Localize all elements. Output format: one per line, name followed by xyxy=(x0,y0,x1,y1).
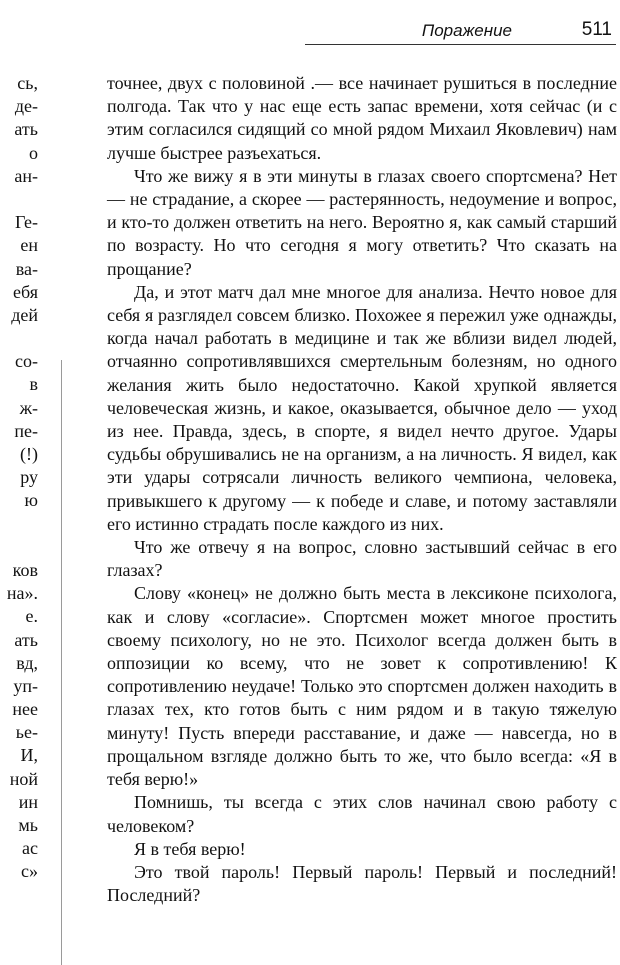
running-header xyxy=(305,18,616,45)
edge-fragment: е. xyxy=(25,606,38,627)
edge-fragment xyxy=(0,513,38,536)
edge-fragment: (!) xyxy=(20,444,38,464)
edge-fragment xyxy=(0,536,38,559)
edge-fragment: ин xyxy=(18,791,38,812)
paragraph: Что же вижу я в эти минуты в глазах своего спортсмена? Нет — не страдание, а скорее — растерянность, недоумение и вопрос, и кто-то должен ответить на него. Вероятно я, как самый старший по возрасту. Но что сегодня я могу ответить? Что сказать на прощание? xyxy=(107,165,617,279)
main-text-column xyxy=(107,72,617,907)
paragraph: точнее, двух с половиной .— все начинает рушиться в последние полгода. Так что у нас еще есть запас времени, хотя сейчас (и с этим согласился сидящий со мной рядом Михаил Яковлевич) нам лучше быстрее разъехаться. xyxy=(107,73,617,163)
edge-fragment: на». xyxy=(6,583,38,604)
edge-fragment: де- xyxy=(14,96,38,117)
paragraph: Это твой пароль! Первый пароль! Первый и последний! Последний? xyxy=(107,861,617,906)
edge-fragment: ной xyxy=(9,768,38,789)
chapter-title: Поражение xyxy=(421,21,512,40)
edge-fragment: со- xyxy=(15,351,38,372)
paragraph: Слову «конец» не должно быть места в лексиконе психолога, как и слову «согласие». Спортсмен может многое простить своему психологу, но не это. Психолог всегда должен быть в оппозиции ко всему, что не зовет к сопротивлению! К сопротивлению неудаче! Только это спортсмен должен находить в глазах тех, кто готов быть с ним рядом и в такую тяжелую минуту! Пусть впереди расставание, и даже — навсегда, но в прощальном взгляде должно быть то же, что было всегда: «Я в тебя верю!» xyxy=(107,583,617,790)
edge-fragment: с» xyxy=(21,861,38,882)
edge-fragment xyxy=(0,188,38,211)
paragraph: Помнишь, ты всегда с этих слов начинал свою работу с человеком? xyxy=(107,792,617,836)
paragraph: Да, и этот матч дал мне многое для анализа. Нечто новое для себя я разглядел совсем близко. Похожее я пережил уже однажды, когда начал работать в медицине и так же вблизи видел людей, отчаянно сопротивлявшихся смертельным болезням, но одного желания жить было недостаточно. Какой хрупкой является человеческая жизнь, и какое, оказывается, обычное дело — уход из нее. Правда, здесь, в спорте, я видел нечто другое. Удары судьбы обрушивались не на организм, а на личность. Я видел, как эти удары сотрясали личность великого чемпиона, человека, привыкшего к другому — к победе и славе, и потому заставляли его истинно страдать после каждого из них. xyxy=(107,281,617,534)
edge-fragment: о xyxy=(29,142,38,163)
page-number: 511 xyxy=(581,19,612,40)
edge-fragment: ру xyxy=(20,467,38,488)
edge-fragment: мь xyxy=(18,815,38,835)
edge-fragment: вд, xyxy=(16,652,38,673)
edge-fragment: ать xyxy=(14,119,38,140)
edge-fragment: в xyxy=(29,374,38,395)
edge-fragment: ас xyxy=(22,838,38,859)
edge-fragment: ан- xyxy=(14,165,38,186)
gutter-divider xyxy=(61,360,62,965)
edge-fragment: ебя xyxy=(13,281,38,302)
edge-fragment: И, xyxy=(20,745,38,766)
edge-fragment: нее xyxy=(12,699,38,720)
edge-fragment: уп- xyxy=(13,675,38,696)
edge-fragment: Ге- xyxy=(14,212,38,233)
edge-fragment: дей xyxy=(11,304,38,325)
edge-fragment: ье- xyxy=(15,722,38,743)
edge-fragment: ва- xyxy=(15,258,38,279)
edge-fragment: ен xyxy=(20,235,38,256)
edge-fragment xyxy=(0,327,38,350)
left-page-edge xyxy=(0,72,38,884)
edge-fragment: ж- xyxy=(19,397,38,418)
edge-fragment: ю xyxy=(24,490,38,511)
edge-fragment: пе- xyxy=(14,420,38,441)
edge-fragment: сь, xyxy=(17,73,38,93)
edge-fragment: ков xyxy=(12,559,38,580)
edge-fragment: ать xyxy=(14,629,38,650)
paragraph: Я в тебя верю! xyxy=(134,838,246,859)
paragraph: Что же отвечу я на вопрос, словно застывший сейчас в его глазах? xyxy=(107,537,617,581)
